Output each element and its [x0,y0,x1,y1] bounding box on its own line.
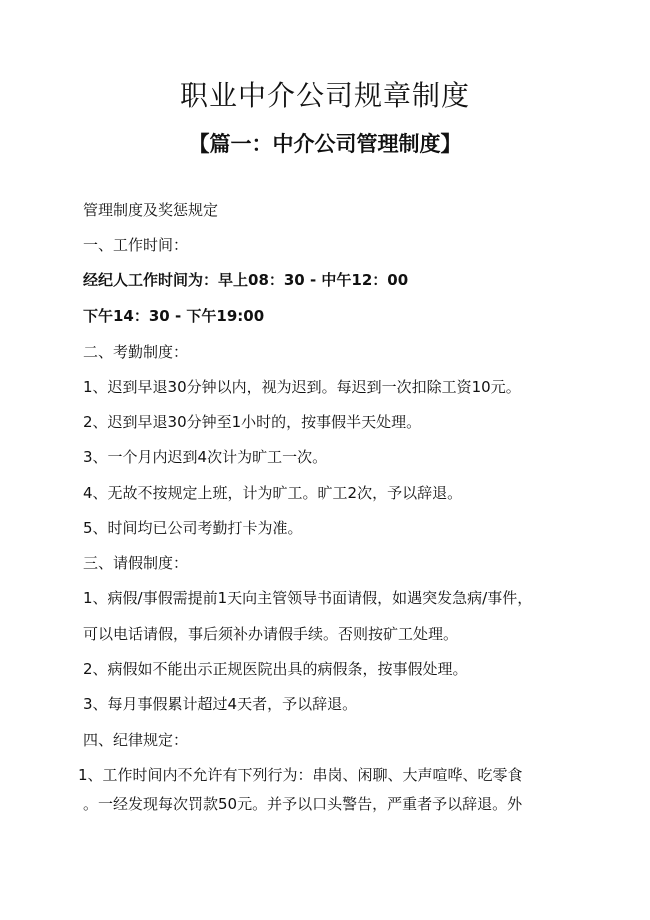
section-heading-rules: 管理制度及奖惩规定 [83,201,219,219]
list-item: 2、迟到早退30分钟至1小时的，按事假半天处理。 [83,413,422,431]
section-heading-work-hours: 一、工作时间： [83,236,189,254]
document-subtitle: 【篇一：中介公司管理制度】 [188,132,462,156]
list-item: 3、每月事假累计超过4天者，予以辞退。 [83,695,358,713]
list-item: 1、迟到早退30分钟以内，视为迟到。每迟到一次扣除工资10元。 [83,378,521,396]
paragraph-line: 可以电话请假，事后须补办请假手续。否则按矿工处理。 [83,625,459,643]
document-title: 职业中介公司规章制度 [179,79,470,112]
paragraph-line: 下午14：30 - 下午19:00 [83,307,265,325]
section-heading-discipline: 四、纪律规定： [83,731,189,749]
paragraph-line: 经纪人工作时间为：早上08：30 - 中午12：00 [83,271,409,289]
list-item: 3、一个月内迟到4次计为旷工一次。 [83,448,328,466]
list-item: 4、无故不按规定上班，计为旷工。旷工2次，予以辞退。 [83,484,463,502]
section-heading-attendance: 二、考勤制度： [83,343,189,361]
section-heading-leave: 三、请假制度： [83,554,189,572]
list-item: 1、工作时间内不允许有下列行为：串岗、闲聊、大声喧哗、吃零食 [78,766,523,784]
paragraph-line: 。一经发现每次罚款50元。并予以口头警告，严重者予以辞退。外 [83,795,523,813]
list-item: 1、病假/事假需提前1天向主管领导书面请假，如遇突发急病/事件， [83,589,533,607]
list-item: 2、病假如不能出示正规医院出具的病假条，按事假处理。 [83,660,468,678]
list-item: 5、时间均已公司考勤打卡为准。 [83,519,303,537]
